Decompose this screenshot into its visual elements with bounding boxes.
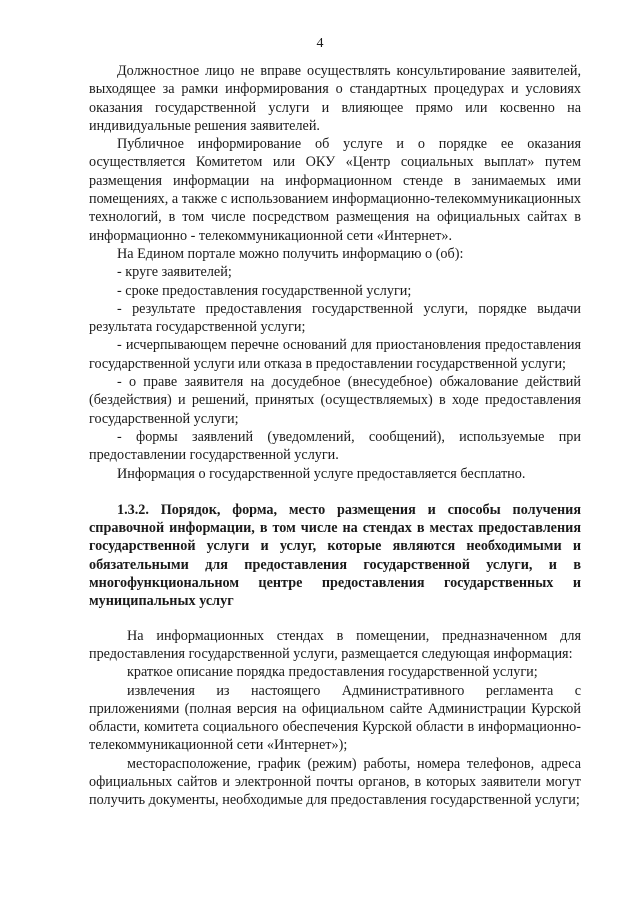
- paragraph: Должностное лицо не вправе осуществлять консультирование заявителей, выходящее за рамки информирования о стандартных процедурах и условиях оказания государственной услуги и влияющее прямо или косвенно на индивидуальные решения заявителей.: [89, 63, 581, 134]
- text-block-2: [89, 627, 581, 810]
- text-block-1: [89, 62, 581, 483]
- paragraph: Информация о государственной услуге предоставляется бесплатно.: [117, 465, 526, 482]
- section-heading: 1.3.2. Порядок, форма, место размещения и способы получения справочной информации, в том числе на стендах в местах предоставления государственной услуги и услуг, которые являются необходимыми и обязательными для предоставления государственной услуги, и в многофункциональном центре предоставления государственных и муниципальных услуг: [89, 501, 581, 610]
- page-number: 4: [316, 36, 324, 51]
- paragraph: краткое описание порядка предоставления государственной услуги;: [127, 664, 538, 681]
- list-item: - круге заявителей;: [117, 264, 232, 281]
- list-item: - результате предоставления государственной услуги, порядке выдачи результата государственной услуги;: [89, 300, 581, 336]
- list-item: - исчерпывающем перечне оснований для приостановления предоставления государственной услуги или отказа в предоставлении государственной услуги;: [89, 337, 581, 372]
- paragraph: На информационных стендах в помещении, предназначенном для предоставления государственной услуги, размещается следующая информация:: [89, 627, 581, 662]
- paragraph: Публичное информирование об услуге и о порядке ее оказания осуществляется Комитетом или ОКУ «Центр социальных выплат» путем размещения информации на информационном стенде в занимаемых ими помещениях, а также с использованием информационно-телекоммуникационных технологий, в том числе посредством размещения на официальных сайтах в информационно - телекоммуникационной сети «Интернет».: [89, 136, 581, 244]
- list-item: - о праве заявителя на досудебное (внесудебное) обжалование действий (бездействия) и решений, принятых (осуществляемых) в ходе предоставления государственной услуги;: [89, 374, 581, 427]
- page-content: [89, 62, 581, 810]
- paragraph: месторасположение, график (режим) работы, номера телефонов, адреса официальных сайтов и электронной почты органов, в которых заявители могут получить документы, необходимые для предоставления государственной услуги;: [89, 755, 581, 809]
- list-item: - формы заявлений (уведомлений, сообщений), используемые при предоставлении государственной услуги.: [89, 428, 581, 464]
- paragraph: На Едином портале можно получить информацию о (об):: [117, 245, 464, 262]
- paragraph: извлечения из настоящего Административного регламента с приложениями (полная версия на официальном сайте Администрации Курской области, комитета социального обеспечения Курской области в информационно-телекоммуникационной сети «Интернет»);: [89, 682, 581, 754]
- list-item: - сроке предоставления государственной услуги;: [117, 282, 412, 299]
